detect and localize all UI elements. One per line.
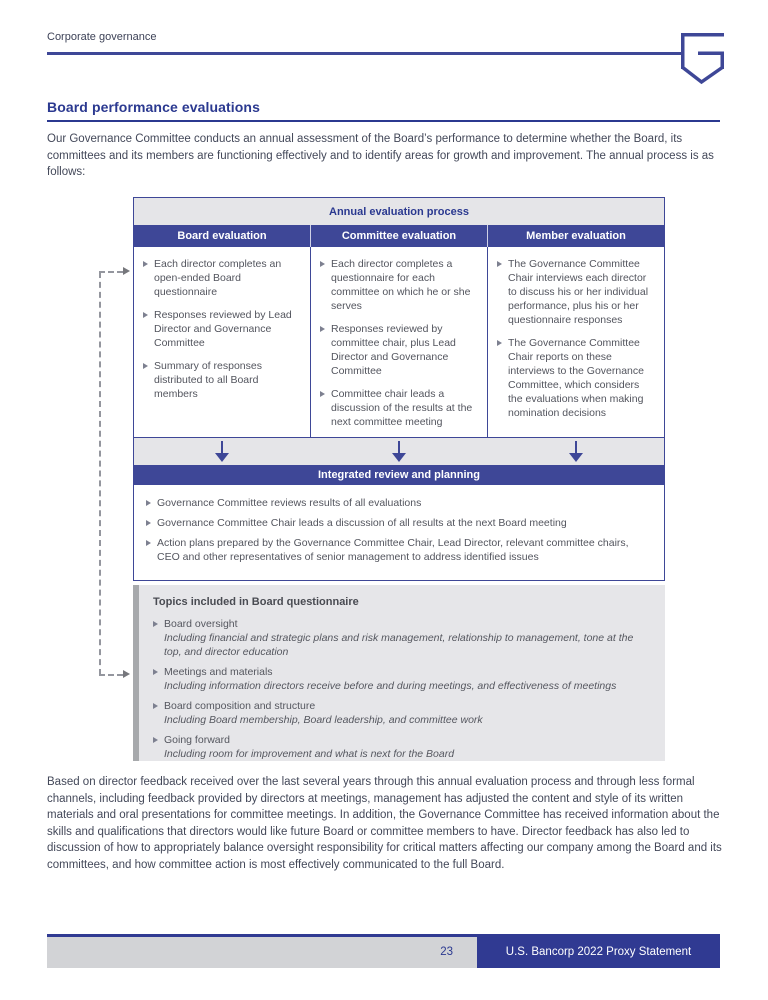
topic-name: Meetings and materials (164, 666, 273, 678)
triangle-bullet-icon (146, 520, 151, 526)
triangle-bullet-icon (320, 326, 325, 332)
topics-box-title: Topics included in Board questionnaire (153, 596, 359, 608)
triangle-bullet-icon (146, 500, 151, 506)
down-arrow-icon (392, 441, 406, 463)
list-item: Responses reviewed by committee chair, plus Lead Director and Governance Committee (320, 322, 479, 378)
list-item: Summary of responses distributed to all Board members (143, 359, 302, 401)
member-evaluation-cell (487, 247, 664, 437)
integrated-review-bullets (134, 485, 664, 580)
header-rule (47, 52, 683, 55)
topic-item (153, 665, 649, 693)
dashed-connector-line (99, 272, 101, 675)
topic-name: Going forward (164, 734, 230, 746)
right-arrowhead-icon (123, 267, 130, 275)
topic-name: Board oversight (164, 618, 238, 630)
down-arrow-icon (215, 441, 229, 463)
list-item: Action plans prepared by the Governance Committee Chair, Lead Director, relevant committee chairs, CEO and other representatives of senior management to address identified issues (146, 536, 652, 564)
flow-arrows-band (134, 437, 664, 465)
topics-box (133, 585, 665, 761)
triangle-bullet-icon (320, 391, 325, 397)
topic-detail: Including Board membership, Board leadership, and committee work (164, 714, 483, 726)
triangle-bullet-icon (497, 340, 502, 346)
triangle-bullet-icon (143, 312, 148, 318)
list-item: Each director completes an open-ended Board questionnaire (143, 257, 302, 299)
title-rule (47, 120, 720, 122)
proxy-statement-label: U.S. Bancorp 2022 Proxy Statement (477, 937, 720, 968)
column-header-member: Member evaluation (487, 225, 664, 247)
triangle-bullet-icon (143, 363, 148, 369)
list-item: Responses reviewed by Lead Director and Governance Committee (143, 308, 302, 350)
topic-item (153, 699, 649, 727)
triangle-bullet-icon (153, 703, 158, 709)
down-arrow-icon (569, 441, 583, 463)
columns-body (134, 247, 664, 437)
closing-paragraph: Based on director feedback received over the last several years through this annual evaluation process and through less formal channels, including feedback provided by directors at meetings, management has adjusted the content and style of its written materials and oral presentations for committee meetings. In addition, the Governance Committee has received information about the skills and qualifications that directors would like future Board or committee members to have. Director feedback has also led to discussion of how to appropriately balance oversight responsibility for critical matters affecting our company among the Board and its committees, and how committee action is most effectively communicated to the full Board. (47, 776, 722, 871)
topic-detail: Including room for improvement and what is next for the Board (164, 748, 455, 760)
list-item: Governance Committee Chair leads a discussion of all results at the next Board meeting (146, 516, 652, 530)
list-item: The Governance Committee Chair interviews each director to discuss his or her individual performance, plus his or her questionnaire responses (497, 257, 656, 327)
integrated-review-bar: Integrated review and planning (134, 465, 664, 485)
right-arrowhead-icon (123, 670, 130, 678)
dashed-connector-bottom (99, 674, 123, 676)
triangle-bullet-icon (146, 540, 151, 546)
list-item: Each director completes a questionnaire for each committee on which he or she serves (320, 257, 479, 313)
triangle-bullet-icon (320, 261, 325, 267)
triangle-bullet-icon (497, 261, 502, 267)
topic-detail: Including information directors receive before and during meetings, and effectiveness of meetings (164, 680, 617, 692)
list-item: Committee chair leads a discussion of the results at the next committee meeting (320, 387, 479, 429)
committee-evaluation-cell (310, 247, 487, 437)
topic-item (153, 617, 649, 659)
column-headers-row (134, 225, 664, 247)
topic-name: Board composition and structure (164, 700, 316, 712)
topic-item (153, 733, 649, 761)
column-header-committee: Committee evaluation (310, 225, 487, 247)
diagram-title: Annual evaluation process (134, 198, 664, 225)
page-footer (47, 934, 720, 968)
list-item: Governance Committee reviews results of all evaluations (146, 496, 652, 510)
intro-paragraph: Our Governance Committee conducts an annual assessment of the Board’s performance to determine whether the Board, its committees and its members are functioning effectively and to identify areas for growth and improvement. The annual process is as follows: (47, 133, 714, 178)
topic-detail: Including financial and strategic plans and risk management, relationship to management, tone at the top, and director education (164, 632, 634, 658)
us-bancorp-shield-icon (681, 31, 726, 91)
dashed-connector-top (99, 271, 123, 273)
board-evaluation-cell (134, 247, 310, 437)
annual-evaluation-process-diagram (133, 197, 665, 581)
list-item: The Governance Committee Chair reports on these interviews to the Governance Committee, which considers the evaluations when making nomination decisions (497, 336, 656, 420)
page-title: Board performance evaluations (47, 99, 260, 115)
triangle-bullet-icon (153, 621, 158, 627)
page-number: 23 (47, 937, 477, 968)
section-label: Corporate governance (47, 31, 157, 43)
triangle-bullet-icon (153, 669, 158, 675)
column-header-board: Board evaluation (177, 230, 267, 242)
triangle-bullet-icon (143, 261, 148, 267)
triangle-bullet-icon (153, 737, 158, 743)
